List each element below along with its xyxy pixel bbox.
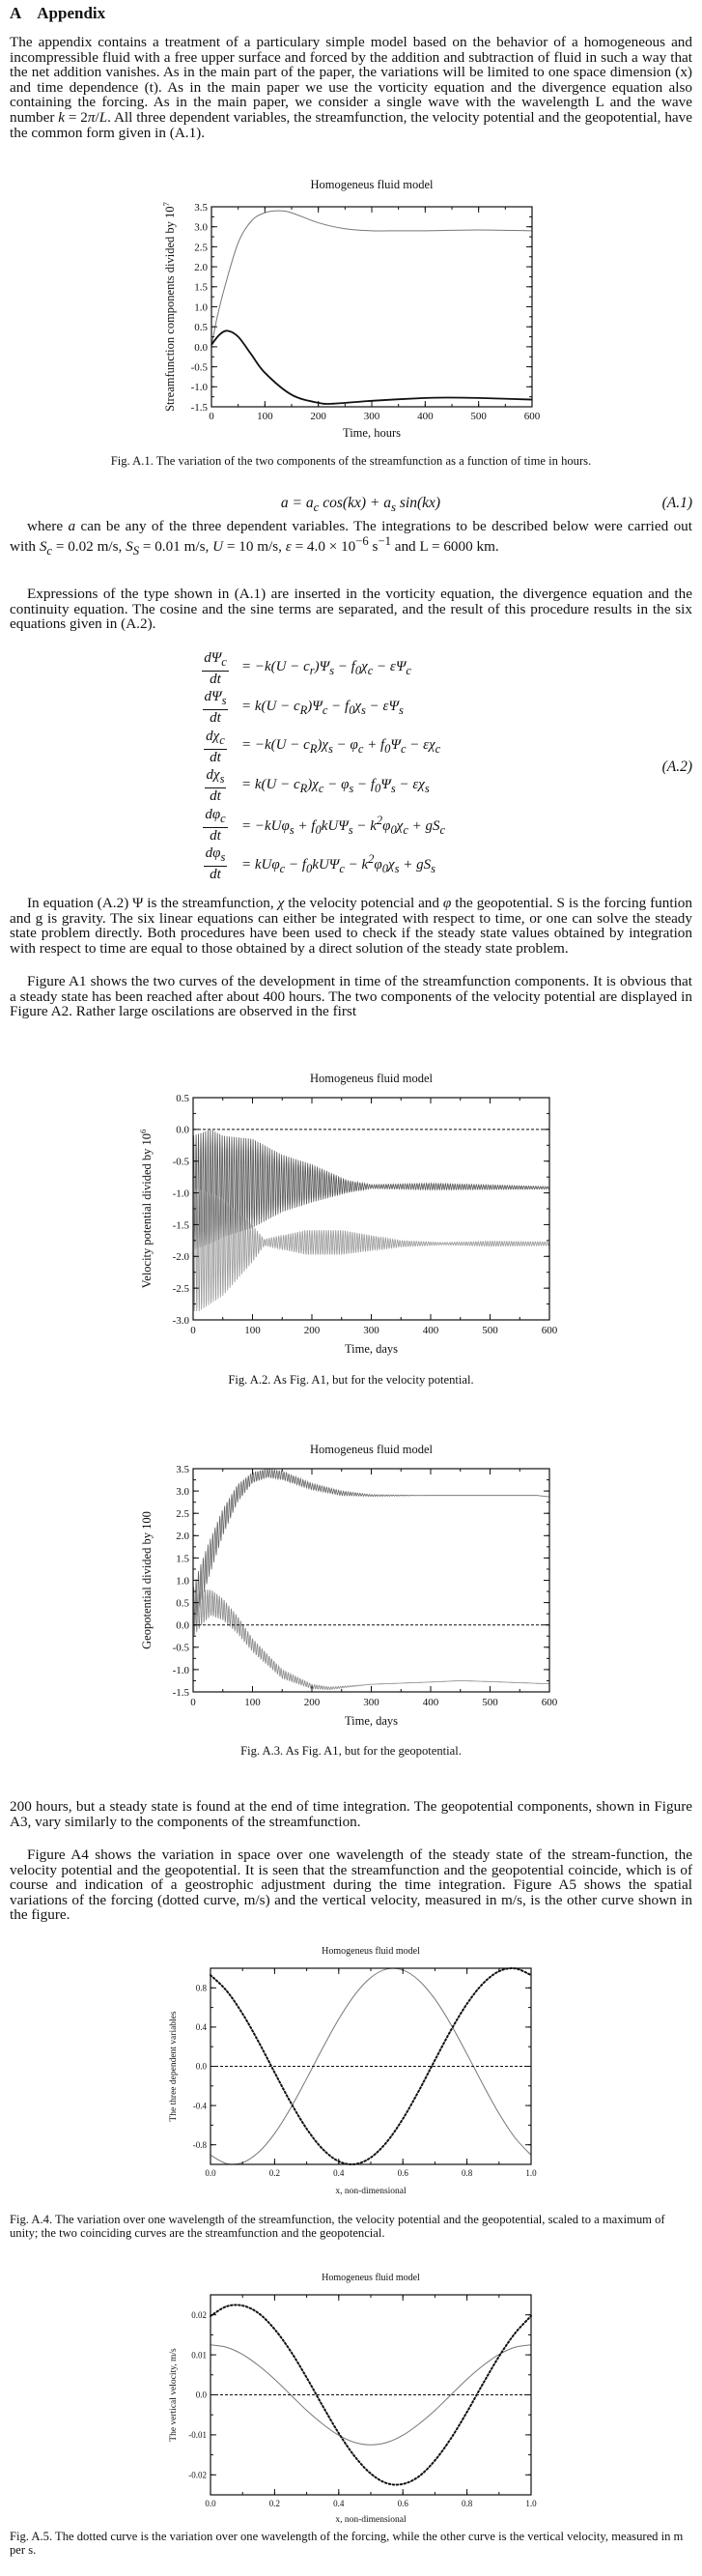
- series-line-upper-component: [193, 1469, 549, 1626]
- series-line-component-2: [193, 1188, 549, 1311]
- y-tick-label: 0.02: [191, 2309, 207, 2320]
- equation-a1-number: (A.1): [661, 495, 692, 511]
- equation-a2-number: (A.2): [661, 758, 692, 775]
- x-tick-label: 0.8: [461, 2499, 473, 2508]
- x-tick-label: 500: [482, 1697, 498, 1708]
- x-tick-label: 0.0: [205, 2168, 216, 2178]
- numerator: $d\Psi_c$: [202, 650, 229, 672]
- plot-frame: [211, 207, 532, 407]
- x-tick-label: 500: [482, 1325, 498, 1336]
- y-tick-label: 0.01: [191, 2350, 207, 2361]
- chart-title: Homogeneus fluid model: [309, 1072, 434, 1085]
- x-tick-label: 400: [417, 411, 434, 422]
- figure-a3-caption: Fig. A.3. As Fig. A1, but for the geopotential.: [240, 1744, 462, 1758]
- y-tick-label: 3.0: [194, 221, 208, 234]
- intro-paragraph: The appendix contains a treatment of a particulary simple model based on the behavior of a homogeneous and incompressible fluid with a free upper surface and forced by the addition and subtraction of fluid in such a way that the net addition vanishes. As in the main part of the paper, the variations will be limited to one space dimension (x) and time dependence (t). As in the main paper we use the vorticity equation and the divergence equation also containing the forcing. As in the main paper, we consider a single wave with the wavelength L and the wave number k = 2π/L. All three dependent variables, the streamfunction, the velocity potential and the geopotential, have the common form given in (A.1).: [10, 34, 692, 141]
- right-hand-side: = $-k(U - c_r)\Psi_s - f_0\chi_c - \varepsilon\Psi_c$: [241, 659, 411, 678]
- series-line-streamfunction-and-geopotential: [211, 1968, 531, 2164]
- y-tick-label: 0.5: [176, 1092, 189, 1104]
- x-tick-label: 300: [363, 1697, 379, 1708]
- x-tick-label: 0.4: [333, 2499, 345, 2508]
- series-line-component-1: [193, 1130, 549, 1249]
- y-tick-label: -1.5: [172, 1219, 189, 1232]
- x-tick-label: 600: [523, 411, 541, 422]
- y-axis-label: The three dependent variables: [169, 2011, 179, 2122]
- denominator: dt: [210, 867, 221, 883]
- y-tick-label: 0.0: [195, 2390, 207, 2400]
- y-tick-label: 1.0: [194, 301, 208, 314]
- x-tick-label: 300: [363, 411, 380, 422]
- y-tick-label: -0.5: [190, 361, 208, 374]
- x-tick-label: 300: [363, 1325, 379, 1336]
- figure-a4-discussion: Figure A4 shows the variation in space over one wavelength of the steady state of the stream-function, the velocity potential and the geopotential. It is seen that the streamfunction and the geopotential coincide, which is of course and indication of a geostrophic adjustment during the time integration. Figure A5 shows the spatial variations of the forcing (dotted curve, m/s) and the vertical velocity, measured in m/s, is the other curve shown in the figure.: [10, 1846, 692, 1924]
- chart-title: Homogeneus fluid model: [309, 1443, 434, 1456]
- equation-a2-system: [193, 649, 445, 884]
- denominator: dt: [210, 710, 221, 727]
- y-tick-label: -1.0: [172, 1664, 189, 1676]
- denominator: dt: [210, 827, 221, 844]
- y-tick-label: 0.8: [195, 1983, 207, 1993]
- y-tick-label: -0.4: [192, 2101, 207, 2111]
- equation-a1: $a = a_c$ $\cos(kx) + a_s$ sin(kx): [280, 495, 441, 515]
- derivative-fraction: [193, 767, 238, 805]
- y-tick-label: 3.0: [176, 1485, 189, 1498]
- x-tick-label: 100: [244, 1325, 261, 1336]
- y-tick-label: -1.0: [172, 1188, 189, 1200]
- x-tick-label: 200: [303, 1697, 321, 1708]
- figure-a1-discussion: Figure A1 shows the two curves of the development in time of the streamfunction components. It is obvious that a steady state has been reached after about 400 hours. The two components of the velocity potential are displayed in Figure A2. Rather large oscilations are observed in the first: [10, 973, 692, 1020]
- x-tick-label: 200: [310, 411, 326, 422]
- derivative-fraction: [193, 845, 238, 883]
- derivative-fraction: [193, 807, 238, 844]
- plot-frame: [193, 1469, 549, 1692]
- equation-row: [193, 689, 445, 729]
- x-tick-label: 400: [422, 1325, 439, 1336]
- chart-title: Homogeneus fluid model: [322, 1946, 420, 1957]
- x-axis-label: Time, hours: [343, 426, 401, 440]
- derivative-fraction: [193, 729, 238, 766]
- x-tick-label: 100: [257, 411, 273, 422]
- right-hand-side: = $k(U - c_R)\chi_c - \varphi_s - f_0\Psi_s - \varepsilon\chi_s$: [241, 776, 430, 795]
- x-axis-label: Time, days: [344, 1342, 399, 1356]
- x-tick-label: 0.0: [205, 2499, 216, 2508]
- y-tick-label: -2.5: [172, 1282, 189, 1295]
- right-hand-side: = $-k(U - c_R)\chi_s - \varphi_c + f_0\Psi_c - \varepsilon\chi_c$: [241, 737, 441, 757]
- series-line-forcing: [211, 2304, 531, 2484]
- figure-a5-caption: Fig. A.5. The dotted curve is the variation over one wavelength of the forcing, while the other curve is the vertical velocity, measured in m per s.: [10, 2530, 684, 2557]
- x-tick-label: 1.0: [525, 2499, 537, 2508]
- equation-row: [193, 806, 445, 845]
- y-tick-label: -0.01: [188, 2430, 207, 2441]
- right-hand-side: = $k(U - c_R)\Psi_c - f_0\chi_s - \varepsilon\Psi_s$: [241, 698, 404, 717]
- denominator: dt: [210, 749, 221, 765]
- y-tick-label: -0.5: [172, 1156, 189, 1168]
- x-tick-label: 100: [244, 1697, 261, 1708]
- y-tick-label: 0.0: [176, 1124, 189, 1136]
- figure-a1-caption: Fig. A.1. The variation of the two components of the streamfunction as a function of time in hours.: [110, 454, 592, 468]
- x-axis-label: x, non-dimensional: [335, 2515, 407, 2525]
- y-tick-label: 0.0: [176, 1619, 189, 1632]
- numerator: $d\chi_c$: [204, 729, 227, 750]
- x-tick-label: 600: [541, 1697, 558, 1708]
- y-tick-label: 1.5: [194, 281, 208, 294]
- y-axis-label: Geopotential divided by 100: [140, 1511, 154, 1649]
- x-tick-label: 0.4: [333, 2168, 345, 2178]
- y-tick-label: 3.5: [176, 1463, 189, 1475]
- equation-row: [193, 649, 445, 689]
- derivative-fraction: [193, 650, 238, 688]
- y-tick-label: 0.5: [194, 322, 208, 334]
- x-tick-label: 0: [190, 1325, 196, 1336]
- section-heading: A Appendix: [10, 4, 106, 22]
- x-tick-label: 500: [470, 411, 487, 422]
- parameters-paragraph: where a can be any of the three dependent variables. The integrations to be described below were carried out with $S_c = 0.02$ m/s, $S_S = 0.01$ m/s, U = 10 m/s, $\varepsilon = 4.0 \times 10^{-6}$ $s^{-1}$ and L = 6000 km.: [10, 518, 692, 558]
- plot-frame: [211, 2295, 531, 2495]
- right-hand-side: = $-kU\varphi_s + f_0kU\Psi_s - k^2\varphi_0\chi_c + gS_c$: [241, 813, 446, 837]
- derivative-fraction: [193, 689, 238, 727]
- right-hand-side: = $kU\varphi_c - f_0kU\Psi_c - k^2\varphi_0\chi_s + gS_s$: [241, 852, 435, 876]
- definitions-paragraph: In equation (A.2) Ψ is the streamfunction, χ the velocity potencial and φ the geopotential. S is the forcing funtion and g is gravity. The six linear equations can either be integrated with respect to time, or one can solve the steady state problem directly. Both procedures have been used to check if the steady state values obtained by integration with respect to time are equal to those obtained by a direct solution of the steady state problem.: [10, 895, 692, 957]
- y-tick-label: 0.0: [194, 341, 208, 354]
- x-tick-label: 0: [209, 411, 214, 422]
- x-tick-label: 600: [541, 1325, 558, 1336]
- chart-title: Homogeneus fluid model: [322, 2273, 420, 2283]
- x-tick-label: 0.2: [268, 2168, 281, 2178]
- y-tick-label: 0.5: [176, 1597, 189, 1610]
- y-tick-label: -0.5: [172, 1642, 189, 1654]
- x-tick-label: 400: [422, 1697, 439, 1708]
- plot-frame: [193, 1098, 549, 1320]
- series-line-lower-component: [193, 1589, 549, 1689]
- equation-row: [193, 728, 445, 767]
- y-axis-label: Velocity potential divided by $10^6$: [138, 1129, 154, 1289]
- series-line-vertical-velocity: [211, 2345, 531, 2446]
- x-tick-label: 0.6: [397, 2499, 408, 2508]
- x-tick-label: 200: [303, 1325, 321, 1336]
- y-tick-label: 2.0: [194, 261, 208, 273]
- x-tick-label: 0.8: [461, 2168, 473, 2178]
- y-tick-label: 0.0: [195, 2061, 207, 2072]
- plot-frame: [211, 1968, 531, 2164]
- y-tick-label: 2.0: [176, 1531, 189, 1543]
- y-axis-label: The vertical velocity, m/s: [169, 2348, 179, 2442]
- y-tick-label: -2.0: [172, 1251, 189, 1264]
- denominator: dt: [210, 671, 221, 687]
- y-tick-label: -1.5: [190, 401, 208, 414]
- series-line-upper-component: [211, 211, 532, 347]
- y-tick-label: -3.0: [172, 1314, 189, 1327]
- y-tick-label: 2.5: [194, 242, 208, 254]
- y-tick-label: 1.5: [176, 1553, 189, 1565]
- x-tick-label: 0.6: [397, 2168, 408, 2178]
- denominator: dt: [210, 788, 221, 805]
- y-tick-label: -1.0: [190, 382, 208, 394]
- y-axis-label-exponent: 6: [138, 1129, 148, 1133]
- y-tick-label: 0.4: [195, 2022, 207, 2033]
- equation-row: [193, 845, 445, 885]
- figure-a2-caption: Fig. A.2. As Fig. A1, but for the velocity potential.: [228, 1373, 474, 1387]
- figure-a4-caption: Fig. A.4. The variation over one wavelength of the streamfunction, the velocity potential and the geopotential, scaled to a maximum of unity; the two coinciding curves are the streamfunction and the geopotencial.: [10, 2213, 665, 2240]
- x-tick-label: 0: [190, 1697, 196, 1708]
- y-axis-label: Streamfunction components divided by $10^7$: [161, 202, 177, 412]
- numerator: $d\varphi_c$: [203, 807, 227, 828]
- equation-row: [193, 767, 445, 807]
- expressions-paragraph: Expressions of the type shown in (A.1) are inserted in the vorticity equation, the divergence equation and the continuity equation. The cosine and the sine terms are separated, and the result of this procedure results in the six equations given in (A.2).: [10, 586, 692, 633]
- y-tick-label: 2.5: [176, 1508, 189, 1521]
- y-tick-label: 3.5: [194, 201, 208, 214]
- x-axis-label: Time, days: [344, 1714, 399, 1728]
- y-tick-label: -1.5: [172, 1686, 189, 1699]
- chart-title: Homogeneus fluid model: [310, 178, 434, 191]
- y-axis-label-exponent: 7: [161, 202, 171, 207]
- y-tick-label: 1.0: [176, 1575, 189, 1588]
- numerator: $d\chi_s$: [205, 767, 227, 788]
- series-line-velocity-potential: [211, 1968, 531, 2164]
- x-axis-label: x, non-dimensional: [335, 2187, 407, 2196]
- y-tick-label: -0.02: [188, 2470, 207, 2480]
- y-tick-label: -0.8: [192, 2139, 207, 2150]
- series-line-lower-component: [211, 330, 532, 404]
- numerator: $d\varphi_s$: [204, 845, 228, 867]
- x-tick-label: 0.2: [268, 2499, 281, 2508]
- numerator: $d\Psi_s$: [203, 689, 229, 710]
- x-tick-label: 1.0: [525, 2168, 537, 2178]
- continued-paragraph: 200 hours, but a steady state is found at the end of time integration. The geopotential components, shown in Figure A3, vary similarly to the components of the streamfunction.: [10, 1798, 692, 1830]
